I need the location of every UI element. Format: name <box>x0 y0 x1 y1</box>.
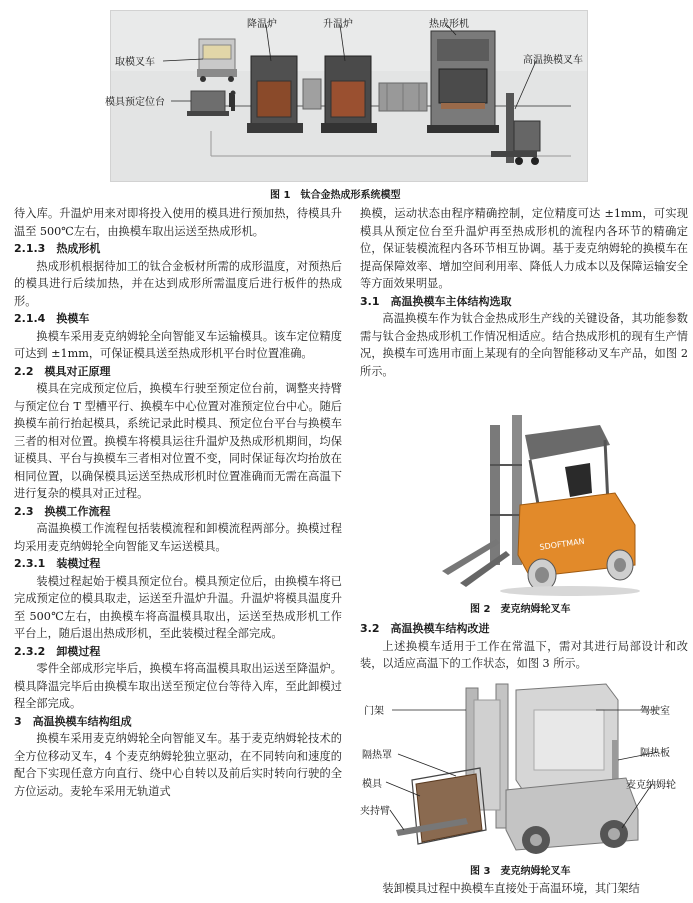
label-high-temp-forklift: 高温换模叉车 <box>523 55 583 66</box>
body-paragraph: 零件全部成形完毕后，换模车将高温模具取出运送至降温炉。模具降温完毕后由换模车取出送至预定位台等待入库，至此卸模过程全部完成。 <box>14 662 342 710</box>
label-mold: 模具 <box>362 779 382 790</box>
right-text-column-mid <box>360 620 688 673</box>
system-model-illustration <box>111 11 587 181</box>
figure-2-caption: 图 2 麦克纳姆轮叉车 <box>470 604 571 615</box>
figure-1-caption: 图 1 钛合金热成形系统模型 <box>270 190 401 201</box>
label-heating-furnace: 升温炉 <box>323 19 353 30</box>
label-mold-preset-platform: 模具预定位台 <box>105 97 165 108</box>
cooling-furnace-model <box>247 56 303 133</box>
body-paragraph: 换模车采用麦克纳姆轮全向智能叉车运输模具。该车定位精度可达到 ±1mm，可保证模具送至热成形机平台时位置准确。 <box>14 329 342 360</box>
label-clamp-arm: 夹持臂 <box>360 806 390 817</box>
section-heading: 2.3.1 装模过程 <box>14 557 101 570</box>
pick-mold-forklift-model <box>197 39 237 82</box>
section-heading: 3.2 高温换模车结构改进 <box>360 622 490 635</box>
section-heading: 2.2 模具对正原理 <box>14 364 111 378</box>
label-pick-mold-forklift: 取模叉车 <box>115 57 155 68</box>
figure-3-modified-forklift <box>356 680 690 860</box>
section-heading: 3.1 高温换模车主体结构选取 <box>360 294 512 308</box>
label-mast: 门架 <box>364 706 384 717</box>
section-heading: 3 高温换模车结构组成 <box>14 714 132 728</box>
section-heading: 2.3 换模工作流程 <box>14 504 111 518</box>
body-paragraph: 高温换模车作为钛合金热成形生产线的关键设备，其功能参数需与钛合金热成形机工作情况相适应。结合热成形机的现有生产情况，换模车可选用市面上某现有的全向智能移动叉车产品，如图 2 所示。 <box>360 312 688 378</box>
section-heading: 2.1.3 热成形机 <box>14 242 101 255</box>
label-cab: 驾驶室 <box>640 706 670 717</box>
left-text-column <box>14 205 342 800</box>
section-heading: 2.3.2 卸模过程 <box>14 644 101 658</box>
body-paragraph: 上述换模车适用于工作在常温下，需对其进行局部设计和改装，以适应高温下的工作状态，如图 3 所示。 <box>360 639 688 670</box>
body-paragraph: 装卸模具过程中换模车直接处于高温环境，其门架结 <box>382 882 640 895</box>
mecanum-forklift-photo <box>430 405 648 597</box>
figure-1-system-model <box>105 10 588 182</box>
body-paragraph: 装模过程起始于模具预定位台。模具预定位后，由换模车将已完成预定位的模具取走，运送至升温炉升温。升温炉将模具温度升至 500℃左右，由换模车将高温模具取出，运送至热成形机工作平台上，随后退出热成形机，至此装模过程全部完成。 <box>14 574 342 640</box>
body-paragraph: 高温换模工作流程包括装模流程和卸模流程两部分。换模过程均采用麦克纳姆轮全向智能叉车运送模具。 <box>14 522 342 553</box>
right-text-column-top <box>360 205 688 380</box>
body-paragraph: 模具在完成预定位后，换模车行驶至预定位台前，调整夹持臂与预定位台 T 型槽平行、换模车中心位置对准预定位台中心。随后换模车前行抬起模具，系统记录此时模具、预定位台平台与换模车三者的相对位置。换模车将模具运往升温炉及热成形机期间，均保证模具、平台与换模车三者相对位置不变，同时保证每次均抬放在相同位置，以确保模具运送至热成形机时位置准确而无需在高温下进行复杂的模具对正过程。 <box>14 382 342 500</box>
heating-furnace-model <box>321 56 377 133</box>
forklift-body-text: SDOFTMAN <box>539 536 586 552</box>
label-hot-forming-press: 热成形机 <box>429 19 469 30</box>
body-paragraph: 待入库。升温炉用来对即将投入使用的模具进行预加热，待模具升温至 500℃左右，由换模车取出运送至热成形机。 <box>14 207 342 238</box>
figure-2-mecanum-forklift <box>430 405 648 597</box>
section-heading: 2.1.4 换模车 <box>14 312 90 325</box>
figure-3-caption: 图 3 麦克纳姆轮叉车 <box>470 866 571 877</box>
body-paragraph: 换模车采用麦克纳姆轮全向智能叉车。基于麦克纳姆轮技术的全方位移动叉车，4 个麦克纳姆轮独立驱动，在不同转向和速度的配合下实现任意方向直行、绕中心自转以及前后实时转向行驶的全方位运动。麦轮车采用无轨道式 <box>14 732 342 798</box>
body-paragraph: 换模，运动状态由程序精确控制，定位精度可达 ±1mm，可实现模具从预定位台至升温炉再至热成形机的流程内各环节的精确定位，保证装模流程内各环节相互协调。基于麦克纳姆轮的换模车在提高保障效率、增加空间利用率、降低人力成本以及保障运输安全等方面效果明显。 <box>360 207 688 290</box>
right-text-column-bottom <box>360 880 688 898</box>
label-heat-shield: 隔热板 <box>640 748 670 759</box>
label-mecanum-wheel: 麦克纳姆轮 <box>626 780 676 791</box>
label-heat-cover: 隔热罩 <box>362 750 392 761</box>
label-cooling-furnace: 降温炉 <box>247 19 277 30</box>
hot-forming-press-model <box>427 31 499 133</box>
body-paragraph: 热成形机根据待加工的钛合金板材所需的成形温度，对预热后的模具进行后续加热，并在达到成形所需温度后进行板件的热成形。 <box>14 259 342 308</box>
